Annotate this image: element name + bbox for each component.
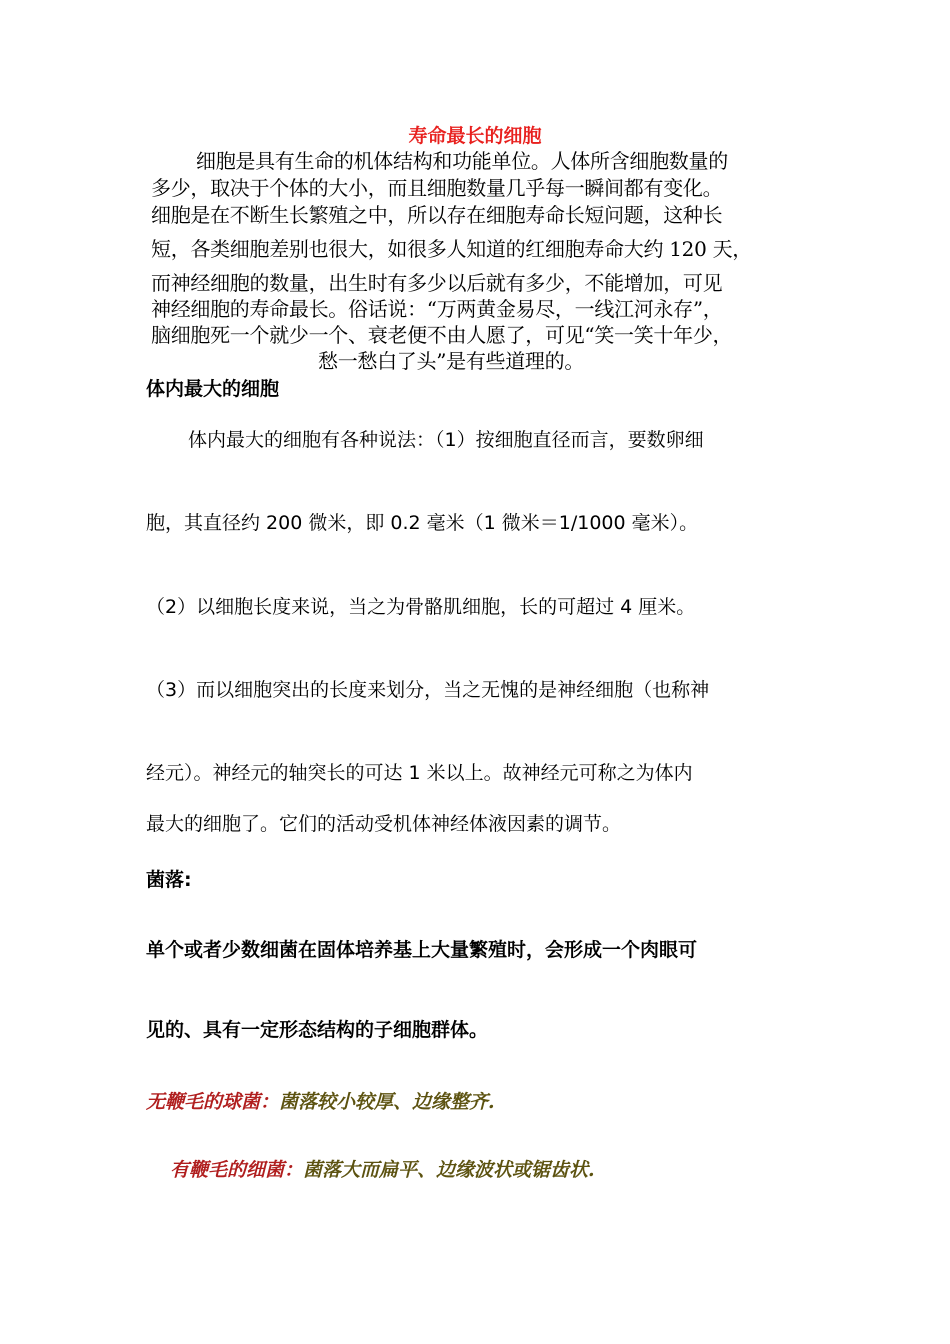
paragraph-line: （2）以细胞长度来说，当之为骨骼肌细胞，长的可超过 4 厘米。 — [146, 596, 696, 618]
paragraph-line: 细胞是在不断生长繁殖之中，所以存在细胞寿命长短问题，这种长 — [151, 203, 723, 227]
colony-item — [170, 1155, 595, 1182]
section-heading-largest-cell: 体内最大的细胞 — [146, 378, 280, 400]
paragraph-line: 神经细胞的寿命最长。俗话说：“万两黄金易尽，一线江河永存”， — [151, 297, 723, 321]
paragraph-line: 体内最大的细胞有各种说法：（1）按细胞直径而言，要数卵细 — [188, 429, 704, 451]
section-heading-colony: 菌落: — [146, 869, 192, 891]
paragraph-line: （3）而以细胞突出的长度来划分，当之无愧的是神经细胞（也称神 — [146, 679, 710, 701]
colony-item-label: 有鞭毛的细菌： — [170, 1159, 304, 1181]
paragraph-line: 愁一愁白了头”是有些道理的。 — [318, 349, 585, 373]
paragraph-line: 脑细胞死一个就少一个、衰老便不由人愿了，可见“笑一笑十年少， — [151, 323, 733, 347]
paragraph-line: 见的、具有一定形态结构的子细胞群体。 — [146, 1019, 489, 1041]
paragraph-line: 胞，其直径约 200 微米，即 0.2 毫米（1 微米＝1/1000 毫米）。 — [146, 512, 699, 534]
paragraph-line: 最大的细胞了。它们的活动受机体神经体液因素的调节。 — [146, 813, 622, 835]
paragraph-line: 短，各类细胞差别也很大，如很多人知道的红细胞寿命大约 120 天， — [151, 237, 752, 261]
colony-item-label: 无鞭毛的球菌： — [146, 1091, 280, 1113]
paragraph-line: 经元）。神经元的轴突长的可达 1 米以上。故神经元可称之为体内 — [146, 762, 693, 784]
section-title-longest-living-cell: 寿命最长的细胞 — [408, 125, 542, 147]
paragraph-line: 细胞是具有生命的机体结构和功能单位。人体所含细胞数量的 — [196, 149, 728, 173]
colony-item-desc: 菌落较小较厚、边缘整齐. — [279, 1091, 495, 1113]
colony-item-desc: 菌落大而扁平、边缘波状或锯齿状. — [303, 1159, 595, 1181]
paragraph-line: 而神经细胞的数量，出生时有多少以后就有多少，不能增加，可见 — [151, 271, 723, 295]
paragraph-line: 多少，取决于个体的大小，而且细胞数量几乎每一瞬间都有变化。 — [151, 176, 723, 200]
colony-item — [146, 1087, 495, 1114]
paragraph-line: 单个或者少数细菌在固体培养基上大量繁殖时，会形成一个肉眼可 — [146, 939, 698, 961]
